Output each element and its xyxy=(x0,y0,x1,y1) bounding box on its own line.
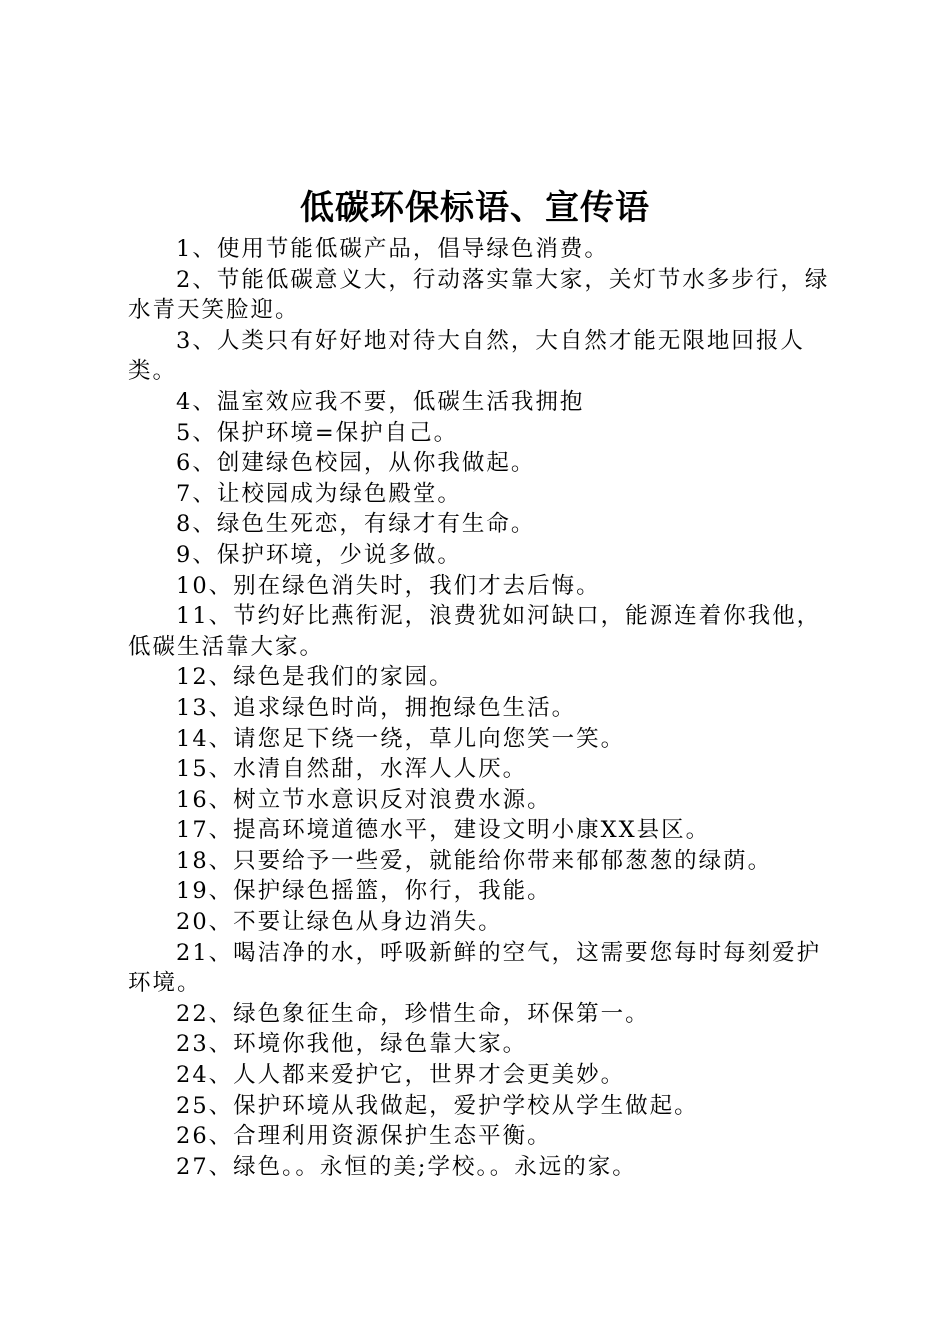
slogan-item: 7、让校园成为绿色殿堂。 xyxy=(176,480,462,507)
slogan-item: 12、绿色是我们的家园。 xyxy=(176,664,454,691)
slogan-item: 13、追求绿色时尚，拥抱绿色生活。 xyxy=(176,694,577,721)
slogan-item: 3、人类只有好好地对待大自然，大自然才能无限地回报人类。 xyxy=(128,327,805,385)
slogan-item: 19、保护绿色摇篮，你行，我能。 xyxy=(176,878,552,905)
slogan-item: 4、温室效应我不要，低碳生活我拥抱 xyxy=(176,388,585,415)
slogan-item: 10、别在绿色消失时，我们才去后悔。 xyxy=(176,572,601,599)
slogan-item: 15、水清自然甜，水浑人人厌。 xyxy=(176,756,528,783)
slogan-item: 2、节能低碳意义大，行动落实靠大家，关灯节水多步行，绿水青天笑脸迎。 xyxy=(128,266,830,324)
slogan-item: 14、请您足下绕一绕，草儿向您笑一笑。 xyxy=(176,725,626,752)
slogan-item: 18、只要给予一些爱，就能给你带来郁郁葱葱的绿荫。 xyxy=(176,847,773,874)
slogan-item: 21、喝洁净的水，呼吸新鲜的空气，这需要您每时每刻爱护环境。 xyxy=(128,939,822,997)
slogan-item: 16、树立节水意识反对浪费水源。 xyxy=(176,786,552,813)
slogan-item: 25、保护环境从我做起，爱护学校从学生做起。 xyxy=(176,1092,699,1119)
slogan-item: 22、绿色象征生命，珍惜生命，环保第一。 xyxy=(176,1000,650,1027)
slogan-list xyxy=(128,234,840,1182)
slogan-item: 6、创建绿色校园，从你我做起。 xyxy=(176,450,536,477)
slogan-item: 27、绿色。。永恒的美;学校。。永远的家。 xyxy=(176,1153,637,1180)
slogan-item: 9、保护环境，少说多做。 xyxy=(176,541,462,568)
document-title: 低碳环保标语、宣传语 xyxy=(300,188,650,228)
slogan-item: 24、人人都来爱护它，世界才会更美妙。 xyxy=(176,1062,626,1089)
slogan-item: 26、合理利用资源保护生态平衡。 xyxy=(176,1123,552,1150)
slogan-item: 11、节约好比燕衔泥，浪费犹如河缺口，能源连着你我他，低碳生活靠大家。 xyxy=(128,603,822,660)
slogan-item: 23、环境你我他，绿色靠大家。 xyxy=(176,1031,528,1058)
slogan-item: 8、绿色生死恋，有绿才有生命。 xyxy=(176,511,536,538)
slogan-item: 20、不要让绿色从身边消失。 xyxy=(176,909,503,936)
slogan-item: 17、提高环境道德水平，建设文明小康XX县区。 xyxy=(176,817,711,844)
slogan-item: 1、使用节能低碳产品，倡导绿色消费。 xyxy=(176,236,609,262)
slogan-item: 5、保护环境=保护自己。 xyxy=(176,419,459,446)
